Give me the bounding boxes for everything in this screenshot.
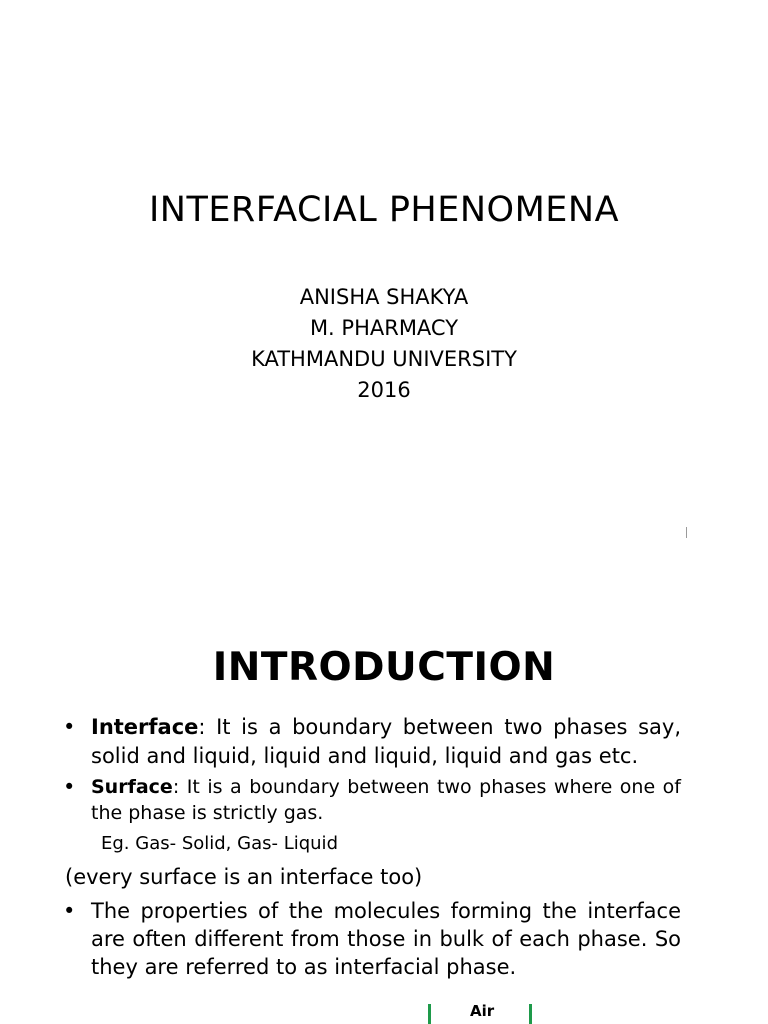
diagram-right-boundary [529, 1004, 532, 1024]
term-surface: Surface [91, 776, 173, 798]
bullet-dot: • [63, 899, 76, 923]
slide-divider-mark [686, 527, 687, 538]
diagram-left-boundary [428, 1004, 431, 1024]
diagram-label-air: Air [470, 1002, 495, 1020]
bullet-text [91, 713, 681, 771]
author-name: ANISHA SHAKYA [299, 285, 469, 309]
section-heading: INTRODUCTION [212, 645, 556, 690]
term-interface: Interface [91, 715, 199, 739]
bullet-properties [63, 897, 681, 981]
note-text: (every surface is an interface too) [65, 865, 423, 889]
presentation-title: INTERFACIAL PHENOMENA [148, 190, 620, 230]
example-text: Eg. Gas- Solid, Gas- Liquid [101, 833, 338, 854]
definition-surface: : It is a boundary between two phases where one of the phase is strictly gas. [91, 776, 681, 824]
bullet-dot: • [63, 775, 76, 799]
bullet-text: The properties of the molecules forming the interface are often different from those in bulk of each phase. So they are referred to as interfacial phase. [91, 899, 681, 979]
bullet-interface [63, 713, 681, 771]
definition-interface: : It is a boundary between two phases say, solid and liquid, liquid and liquid, liquid and gas etc. [91, 715, 681, 768]
university: KATHMANDU UNIVERSITY [251, 347, 517, 371]
year: 2016 [357, 378, 411, 402]
bullet-text [91, 774, 681, 826]
degree: M. PHARMACY [309, 316, 459, 340]
title-slide-subtitle [0, 282, 768, 406]
bullet-dot: • [63, 715, 76, 739]
bullet-surface [63, 774, 681, 826]
